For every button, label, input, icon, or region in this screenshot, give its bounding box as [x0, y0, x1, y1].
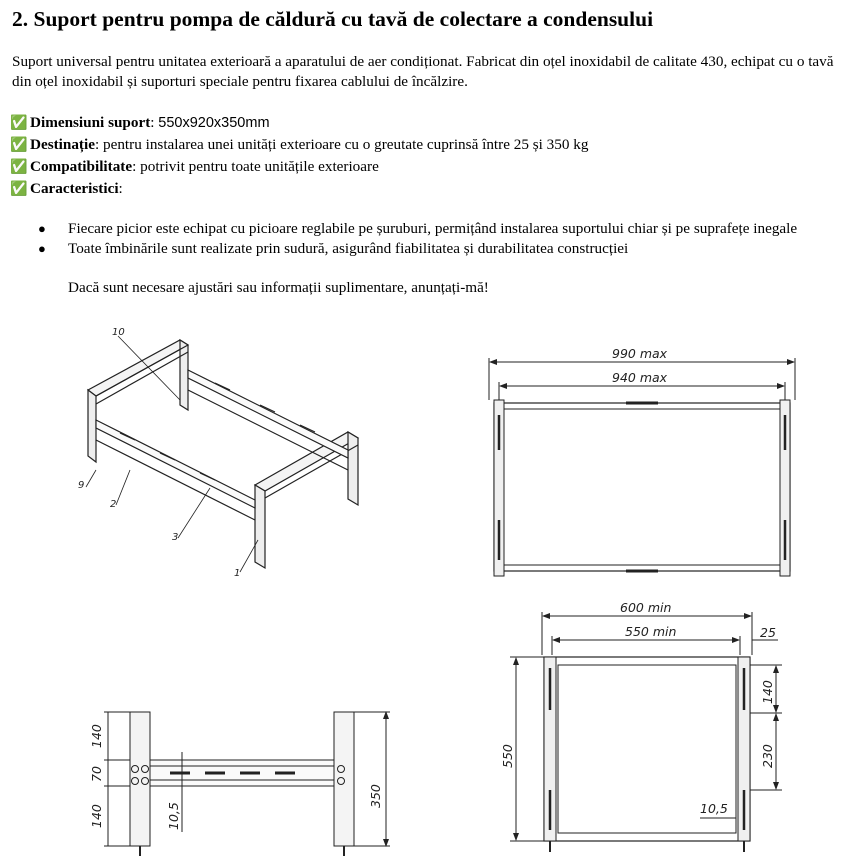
- feature-text: Toate îmbinările sunt realizate prin sudură, asigurând fiabilitatea și durabilitatea construcției: [68, 240, 629, 257]
- end-view: [510, 612, 782, 852]
- dim-top: 140: [89, 724, 104, 748]
- spec-label: Compatibilitate: [30, 158, 133, 175]
- spec-label: Caracteristici: [30, 180, 119, 197]
- check-icon: ✅: [10, 159, 28, 175]
- bullet-icon: ●: [38, 221, 46, 236]
- check-icon: ✅: [10, 115, 28, 131]
- top-view: [489, 358, 795, 576]
- spec-value: pentru instalarea unei unități exterioare cu o greutate cuprinsă între 25 și 350 kg: [103, 136, 589, 153]
- feature-text: Fiecare picior este echipat cu picioare reglabile pe șuruburi, permițând instalarea suportului chiar și pe suprafețe inegale: [68, 220, 798, 237]
- iso-label: 3: [172, 532, 179, 543]
- iso-label: 1: [234, 568, 241, 579]
- dim-height: 550: [500, 744, 515, 768]
- dim-inner-width: 550 min: [625, 624, 677, 639]
- dim-inner-length: 940 max: [612, 370, 668, 385]
- iso-label: 2: [110, 499, 117, 510]
- iso-label: 10: [112, 327, 125, 338]
- closing-paragraph: Dacă sunt necesare ajustări sau informații suplimentare, anunțați-mă!: [68, 279, 489, 296]
- dim-height: 350: [368, 784, 383, 808]
- check-icon: ✅: [10, 137, 28, 153]
- check-icon: ✅: [10, 181, 28, 197]
- spec-item: ✅ Destinație: pentru instalarea unei unități exterioare cu o greutate cuprinsă între 25 și 350 kg: [10, 134, 588, 156]
- dim-h-top: 140: [760, 680, 775, 704]
- intro-paragraph: Suport universal pentru unitatea exterioară a aparatului de aer condiționat. Fabricat din oțel inoxidabil de calitate 430, echipat cu o tavă din oțel inoxidabil și suporturi speciale pentru fixarea cablului de încălzire.: [12, 53, 834, 90]
- isometric-view: [86, 336, 358, 572]
- spec-item: ✅ Compatibilitate: potrivit pentru toate unitățile exterioare: [10, 156, 588, 178]
- spec-label: Dimensiuni suport: [30, 114, 151, 131]
- dim-bottom: 140: [89, 804, 104, 828]
- dim-edge: 25: [760, 625, 776, 640]
- spec-value: 550x920x350mm: [158, 115, 270, 131]
- page-title: 2. Suport pentru pompa de căldură cu tavă de colectare a condensului: [12, 7, 654, 31]
- spec-value: potrivit pentru toate unitățile exterioare: [140, 158, 379, 175]
- dim-pad: 10,5: [700, 801, 728, 816]
- dim-outer-length: 990 max: [612, 346, 668, 361]
- side-view: [104, 712, 390, 856]
- spec-item: ✅ Caracteristici:: [10, 178, 588, 200]
- bullet-icon: ●: [38, 241, 46, 256]
- iso-label: 9: [78, 480, 85, 491]
- spec-item: ✅ Dimensiuni suport: 550x920x350mm: [10, 112, 588, 134]
- dim-h-mid: 230: [760, 744, 775, 768]
- dim-pad: 10,5: [166, 802, 181, 830]
- dim-mid: 70: [89, 766, 104, 782]
- spec-label: Destinație: [30, 136, 95, 153]
- dim-outer-width: 600 min: [620, 600, 672, 615]
